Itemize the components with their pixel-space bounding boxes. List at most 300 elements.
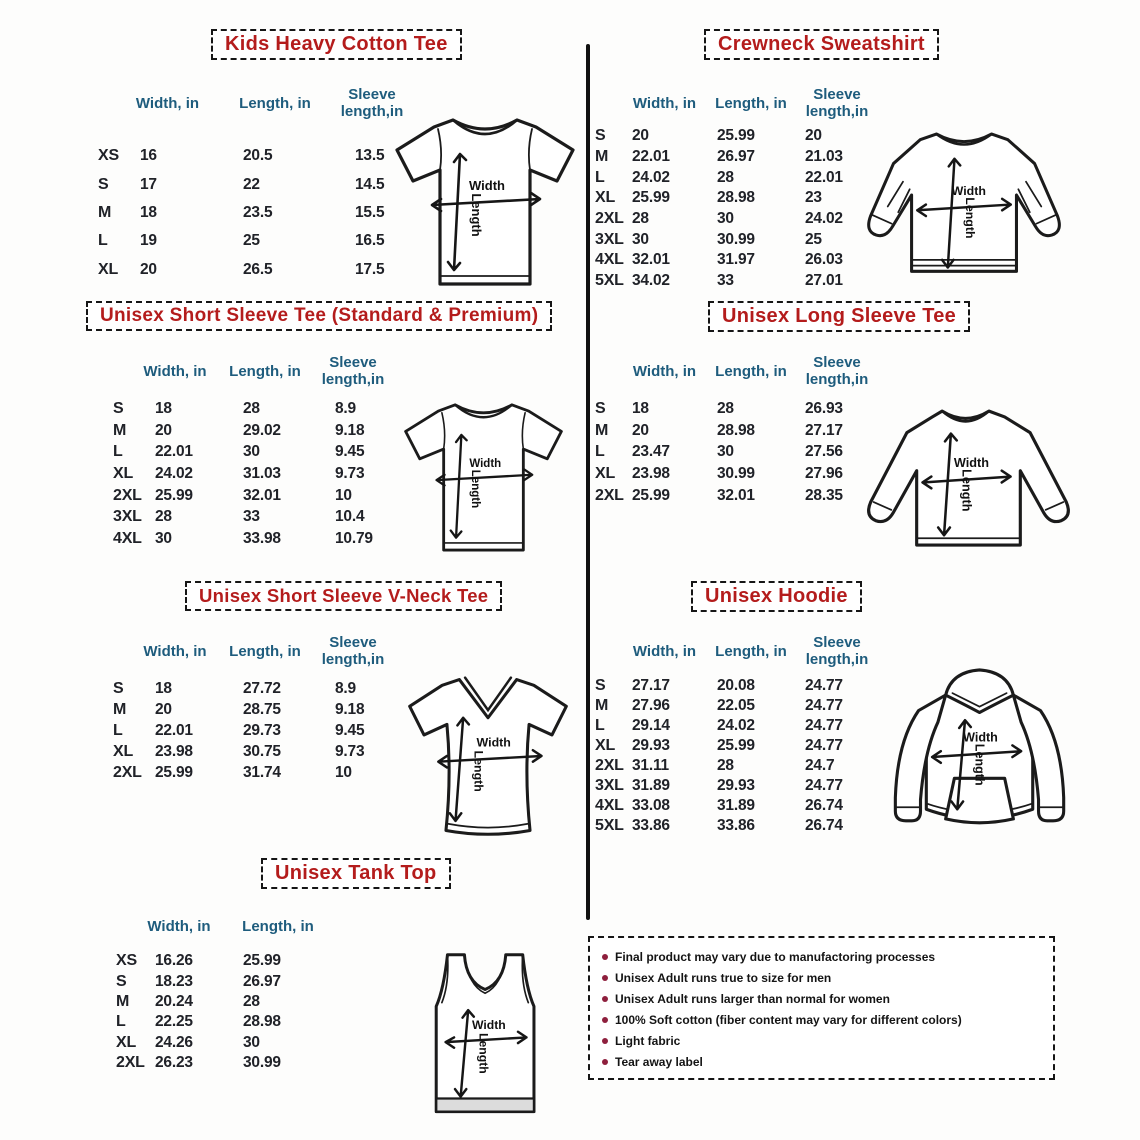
note-text: Unisex Adult runs true to size for men — [615, 970, 832, 985]
measurement-value: 30.75 — [243, 742, 281, 760]
size-row — [98, 199, 437, 227]
table-header-row — [113, 632, 419, 672]
short-sleeve-tee-illustration — [390, 110, 580, 293]
measurement-value: 10 — [335, 486, 352, 504]
size-row — [113, 485, 419, 507]
size-row — [595, 167, 889, 188]
size-row — [595, 229, 889, 250]
size-label: 2XL — [113, 763, 142, 781]
note-item — [602, 1051, 1043, 1072]
size-label: M — [595, 148, 609, 166]
measurement-value: 15.5 — [355, 203, 385, 221]
measurement-value: 16.26 — [155, 952, 193, 970]
size-label: L — [595, 443, 605, 461]
size-row — [98, 256, 437, 284]
product-notes-box — [588, 936, 1055, 1080]
measurement-value: 20 — [805, 127, 822, 145]
size-label: M — [113, 421, 127, 439]
measurement-value: 20 — [140, 260, 157, 278]
table-body — [595, 126, 889, 292]
notes-list — [602, 946, 1043, 1072]
size-row — [113, 506, 419, 528]
measurement-value: 27.17 — [632, 677, 670, 694]
column-header: Sleeve length,in — [321, 354, 385, 388]
hoodie-illustration — [876, 666, 1084, 848]
measurement-value: 30.99 — [243, 1054, 281, 1072]
measurement-value: 9.18 — [335, 700, 365, 718]
measurement-value: 29.73 — [243, 721, 281, 739]
size-label: 5XL — [595, 817, 624, 834]
size-row — [116, 951, 353, 971]
measurement-value: 24.77 — [805, 677, 843, 694]
section-title: Unisex Hoodie — [705, 585, 848, 607]
measurement-value: 30 — [243, 443, 260, 461]
measurement-value: 28.98 — [243, 1013, 281, 1031]
measurement-value: 28.35 — [805, 486, 843, 504]
measurement-value: 27.96 — [805, 464, 843, 482]
size-row — [595, 147, 889, 168]
measurement-value: 9.45 — [335, 443, 365, 461]
v-neck-tee-illustration — [402, 670, 574, 840]
measurement-value: 26.97 — [717, 148, 755, 166]
measurement-value: 30 — [155, 529, 172, 547]
note-text: Tear away label — [615, 1054, 703, 1069]
bullet-icon — [602, 996, 608, 1002]
measurement-value: 26.74 — [805, 817, 843, 834]
measurement-value: 18 — [140, 203, 157, 221]
measurement-value: 20 — [155, 700, 172, 718]
measurement-value: 22.25 — [155, 1013, 193, 1031]
size-row — [595, 796, 889, 816]
measurement-value: 10.79 — [335, 529, 373, 547]
size-label: L — [595, 717, 605, 734]
size-table — [113, 632, 419, 783]
table-header-row — [595, 352, 889, 392]
size-label: L — [116, 1013, 126, 1031]
size-row — [116, 1033, 353, 1053]
size-label: L — [113, 443, 123, 461]
measurement-value: 26.93 — [805, 399, 843, 417]
size-label: M — [595, 421, 609, 439]
measurement-value: 20.08 — [717, 677, 755, 694]
measurement-value: 22.01 — [155, 443, 193, 461]
measurement-value: 21.03 — [805, 148, 843, 166]
length-label: Length — [972, 743, 987, 786]
measurement-value: 31.11 — [632, 757, 669, 774]
column-header: Sleeve length,in — [805, 354, 869, 388]
size-table — [595, 84, 889, 292]
table-body — [113, 678, 419, 783]
column-header: Width, in — [147, 917, 211, 935]
size-row — [595, 188, 889, 209]
size-row — [595, 716, 889, 736]
size-row — [595, 271, 889, 292]
measurement-value: 25 — [805, 230, 822, 248]
size-row — [113, 528, 419, 550]
measurement-value: 24.02 — [805, 210, 843, 228]
measurement-value: 23.47 — [632, 443, 670, 461]
measurement-value: 24.77 — [805, 737, 843, 754]
table-body — [116, 951, 353, 1073]
size-row — [595, 441, 889, 463]
measurement-value: 30.99 — [717, 464, 755, 482]
tee-outline — [410, 680, 567, 835]
width-label: Width — [953, 454, 990, 470]
measurement-value: 14.5 — [355, 175, 385, 193]
size-table — [113, 352, 419, 550]
size-label: XL — [113, 742, 134, 760]
measurement-value: 33 — [243, 508, 260, 526]
size-row — [113, 420, 419, 442]
measurement-value: 16 — [140, 147, 157, 165]
measurement-value: 17 — [140, 175, 157, 193]
column-header: Length, in — [715, 362, 787, 380]
measurement-value: 26.23 — [155, 1054, 193, 1072]
table-header-row — [595, 632, 889, 672]
size-row — [113, 762, 419, 783]
measurement-value: 23.98 — [155, 742, 193, 760]
note-text: 100% Soft cotton (fiber content may vary for different colors) — [615, 1012, 962, 1027]
measurement-value: 18 — [155, 399, 172, 417]
column-header: Sleeve length,in — [340, 86, 404, 120]
size-label: S — [98, 175, 109, 193]
size-row — [595, 676, 889, 696]
size-label: 4XL — [113, 529, 142, 547]
size-row — [98, 142, 437, 170]
measurement-value: 28 — [717, 168, 734, 186]
size-table — [595, 632, 889, 836]
width-label: Width — [963, 730, 998, 745]
size-label: M — [595, 697, 609, 714]
size-label: L — [595, 168, 605, 186]
size-row — [98, 170, 437, 198]
section-title-box — [691, 581, 862, 612]
measurement-value: 25.99 — [155, 486, 193, 504]
measurement-value: 28.98 — [717, 189, 755, 207]
measurement-value: 9.73 — [335, 464, 365, 482]
measurement-value: 8.9 — [335, 399, 356, 417]
note-item — [602, 946, 1043, 967]
crewneck-sweatshirt-illustration — [862, 120, 1067, 292]
tank-top-illustration — [423, 950, 550, 1122]
size-label: S — [113, 399, 124, 417]
size-label: 4XL — [595, 251, 624, 269]
measurement-value: 27.01 — [805, 272, 843, 290]
column-divider — [586, 44, 590, 920]
size-label: XL — [116, 1033, 137, 1051]
measurement-value: 28.75 — [243, 700, 281, 718]
measurement-value: 29.93 — [632, 737, 670, 754]
measurement-value: 24.77 — [805, 777, 843, 794]
table-body — [113, 398, 419, 550]
size-row — [595, 736, 889, 756]
measurement-value: 30 — [243, 1033, 260, 1051]
measurement-value: 29.93 — [717, 777, 755, 794]
size-label: L — [113, 721, 123, 739]
table-header-row — [116, 916, 353, 938]
size-label: S — [116, 972, 127, 990]
measurement-value: 24.02 — [155, 464, 193, 482]
size-label: 2XL — [595, 757, 624, 774]
measurement-value: 26.03 — [805, 251, 843, 269]
table-body — [98, 142, 437, 284]
size-row — [116, 1012, 353, 1032]
table-body — [595, 398, 889, 506]
size-row — [595, 463, 889, 485]
measurement-value: 22 — [243, 175, 260, 193]
size-table — [98, 84, 437, 284]
bullet-icon — [602, 1017, 608, 1023]
long-sleeve-tee-illustration — [858, 402, 1078, 561]
measurement-value: 28 — [717, 399, 734, 417]
size-label: 2XL — [116, 1054, 145, 1072]
measurement-value: 33 — [717, 272, 734, 290]
measurement-value: 24.02 — [717, 717, 755, 734]
measurement-value: 16.5 — [355, 232, 385, 250]
measurement-value: 9.18 — [335, 421, 365, 439]
measurement-value: 28.98 — [717, 421, 755, 439]
size-row — [113, 741, 419, 762]
measurement-value: 9.45 — [335, 721, 365, 739]
measurement-value: 31.89 — [717, 797, 755, 814]
measurement-value: 24.26 — [155, 1033, 193, 1051]
measurement-value: 22.05 — [717, 697, 755, 714]
size-row — [595, 776, 889, 796]
measurement-value: 18 — [155, 679, 172, 697]
measurement-value: 32.01 — [632, 251, 670, 269]
measurement-value: 25.99 — [632, 189, 670, 207]
measurement-value: 28 — [243, 992, 260, 1010]
section-title-box — [185, 581, 502, 611]
size-row — [595, 420, 889, 442]
size-label: 3XL — [595, 777, 624, 794]
measurement-value: 18 — [632, 399, 649, 417]
measurement-value: 31.74 — [243, 763, 281, 781]
section-title: Unisex Tank Top — [275, 862, 437, 884]
note-text: Light fabric — [615, 1033, 681, 1048]
measurement-value: 27.17 — [805, 421, 843, 439]
size-row — [116, 992, 353, 1012]
measurement-value: 20.5 — [243, 147, 273, 165]
column-header: Length, in — [229, 642, 301, 660]
column-header: Width, in — [632, 94, 697, 112]
measurement-value: 17.5 — [355, 260, 385, 278]
size-row — [113, 699, 419, 720]
measurement-value: 25.99 — [717, 737, 755, 754]
size-row — [595, 126, 889, 147]
size-label: XL — [595, 189, 616, 207]
measurement-value: 29.14 — [632, 717, 670, 734]
size-row — [116, 1053, 353, 1073]
measurement-value: 27.72 — [243, 679, 281, 697]
size-table — [595, 352, 889, 506]
length-label: Length — [959, 469, 975, 512]
column-header: Width, in — [135, 94, 200, 112]
measurement-value: 32.01 — [717, 486, 755, 504]
width-label: Width — [469, 178, 505, 193]
measurement-value: 10 — [335, 763, 352, 781]
measurement-value: 24.02 — [632, 168, 670, 186]
section-title-box — [704, 29, 939, 60]
hem-band — [436, 1099, 534, 1112]
measurement-value: 31.03 — [243, 464, 281, 482]
size-row — [595, 756, 889, 776]
size-label: XL — [98, 260, 119, 278]
size-row — [98, 227, 437, 255]
size-row — [113, 678, 419, 699]
section-title-box — [86, 301, 552, 331]
size-label: XS — [98, 147, 119, 165]
size-row — [595, 250, 889, 271]
measurement-value: 22.01 — [632, 148, 670, 166]
length-label: Length — [471, 750, 486, 792]
column-header: Sleeve length,in — [321, 634, 385, 668]
column-header: Length, in — [229, 362, 301, 380]
length-label: Length — [468, 469, 481, 509]
measurement-value: 8.9 — [335, 679, 356, 697]
measurement-value: 9.73 — [335, 742, 365, 760]
measurement-value: 20 — [632, 421, 649, 439]
section-title: Unisex Long Sleeve Tee — [722, 305, 957, 327]
size-label: XS — [116, 952, 137, 970]
size-label: S — [595, 677, 606, 694]
column-header: Width, in — [632, 362, 697, 380]
measurement-value: 26.74 — [805, 797, 843, 814]
measurement-value: 18.23 — [155, 972, 193, 990]
measurement-value: 27.56 — [805, 443, 843, 461]
width-label: Width — [469, 457, 502, 470]
measurement-value: 22.01 — [805, 168, 843, 186]
measurement-value: 20.24 — [155, 992, 193, 1010]
measurement-value: 28 — [717, 757, 734, 774]
size-label: XL — [595, 737, 616, 754]
size-label: 4XL — [595, 797, 624, 814]
measurement-value: 24.77 — [805, 697, 843, 714]
note-item — [602, 988, 1043, 1009]
size-label: 5XL — [595, 272, 624, 290]
measurement-value: 26.97 — [243, 972, 281, 990]
section-title: Unisex Short Sleeve V-Neck Tee — [199, 585, 489, 606]
note-item — [602, 1030, 1043, 1051]
size-row — [113, 463, 419, 485]
column-header: Width, in — [632, 642, 697, 660]
section-title: Kids Heavy Cotton Tee — [225, 33, 448, 55]
measurement-value: 30 — [717, 210, 734, 228]
size-row — [595, 485, 889, 507]
measurement-value: 25.99 — [155, 763, 193, 781]
section-title-box — [708, 301, 970, 332]
measurement-value: 23.98 — [632, 464, 670, 482]
measurement-value: 25.99 — [243, 952, 281, 970]
note-text: Unisex Adult runs larger than normal for women — [615, 991, 890, 1006]
measurement-value: 29.02 — [243, 421, 281, 439]
column-header: Sleeve length,in — [805, 86, 869, 120]
size-label: 3XL — [595, 230, 624, 248]
length-label: Length — [476, 1033, 491, 1074]
bullet-icon — [602, 1038, 608, 1044]
measurement-value: 23 — [805, 189, 822, 207]
measurement-value: 33.08 — [632, 797, 670, 814]
note-text: Final product may vary due to manufactoring processes — [615, 949, 936, 964]
length-label: Length — [962, 197, 977, 239]
measurement-value: 25 — [243, 232, 260, 250]
size-label: S — [595, 399, 606, 417]
size-label: S — [113, 679, 124, 697]
size-row — [595, 696, 889, 716]
table-header-row — [595, 84, 889, 124]
measurement-value: 30 — [632, 230, 649, 248]
measurement-value: 33.98 — [243, 529, 281, 547]
measurement-value: 31.97 — [717, 251, 755, 269]
measurement-value: 20 — [155, 421, 172, 439]
measurement-value: 28 — [243, 399, 260, 417]
size-label: S — [595, 127, 606, 145]
size-row — [113, 398, 419, 420]
column-header: Length, in — [715, 94, 787, 112]
measurement-value: 25.99 — [632, 486, 670, 504]
length-label: Length — [469, 193, 484, 237]
measurement-value: 22.01 — [155, 721, 193, 739]
width-label: Width — [951, 184, 986, 199]
size-label: M — [98, 203, 112, 221]
size-label: 2XL — [595, 210, 624, 228]
size-label: 2XL — [113, 486, 142, 504]
table-header-row — [113, 352, 419, 392]
measurement-value: 27.96 — [632, 697, 670, 714]
section-title-box — [211, 29, 462, 60]
bullet-icon — [602, 1059, 608, 1065]
size-label: XL — [595, 464, 616, 482]
size-row — [116, 971, 353, 991]
size-label: M — [113, 700, 127, 718]
column-header: Length, in — [242, 917, 314, 935]
size-label: 2XL — [595, 486, 624, 504]
measurement-value: 30 — [717, 443, 734, 461]
column-header: Width, in — [143, 362, 207, 380]
size-label: 3XL — [113, 508, 142, 526]
measurement-value: 10.4 — [335, 508, 365, 526]
size-row — [595, 398, 889, 420]
table-header-row — [98, 84, 437, 124]
section-title-box — [261, 858, 451, 889]
section-title: Unisex Short Sleeve Tee (Standard & Premium) — [100, 305, 539, 326]
note-item — [602, 1009, 1043, 1030]
measurement-value: 25.99 — [717, 127, 755, 145]
measurement-value: 24.7 — [805, 757, 835, 774]
width-label: Width — [471, 1017, 506, 1032]
table-body — [595, 676, 889, 836]
bullet-icon — [602, 975, 608, 981]
bullet-icon — [602, 954, 608, 960]
column-header: Length, in — [239, 94, 311, 112]
measurement-value: 24.77 — [805, 717, 843, 734]
size-label: L — [98, 232, 108, 250]
size-label: M — [116, 992, 130, 1010]
size-row — [113, 720, 419, 741]
width-label: Width — [476, 735, 511, 750]
section-title: Crewneck Sweatshirt — [718, 33, 925, 55]
column-header: Length, in — [715, 642, 787, 660]
measurement-value: 28 — [632, 210, 649, 228]
measurement-value: 13.5 — [355, 147, 385, 165]
measurement-value: 19 — [140, 232, 157, 250]
short-sleeve-tee-illustration — [396, 396, 571, 558]
size-row — [595, 209, 889, 230]
size-label: XL — [113, 464, 134, 482]
note-item — [602, 967, 1043, 988]
measurement-value: 34.02 — [632, 272, 670, 290]
size-row — [595, 816, 889, 836]
